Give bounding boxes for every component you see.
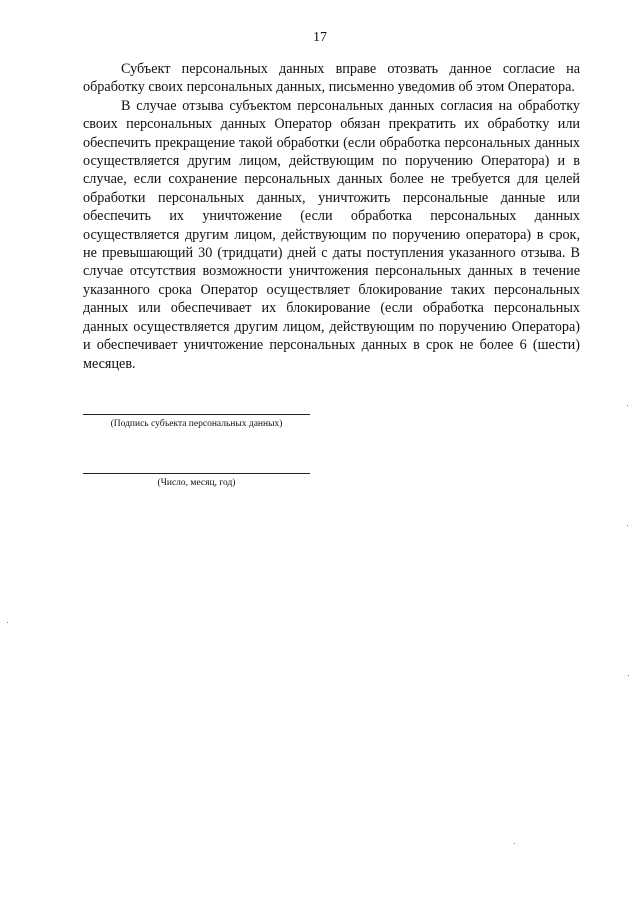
page-number: 17 bbox=[313, 30, 327, 45]
scan-speck bbox=[628, 675, 629, 676]
paragraph-operator-obligations: В случае отзыва субъектом персональных данных согласия на обработку своих персональных данных Оператор обязан прекратить их обработку или обеспечить прекращение такой обработки (если обработка персональных данных осуществляется другим лицом, действующим по поручению Оператора) и в случае, если сохранение персональных данных более не требуется для целей обработки персональных данных, уничтожить персональные данные или обеспечить их уничтожение (если обработка персональных данных осуществляется другим лицом, действующим по поручению оператора) в срок, не превышающий 30 (тридцати) дней с даты поступления указанного отзыва. В случае отсутствия возможности уничтожения персональных данных в течение указанного срока Оператор осуществляет блокирование таких персональных данных или обеспечивает их блокирование (если обработка персональных данных осуществляется другим лицом, действующим по поручению Оператора) и обеспечивает уничтожение персональных данных в срок не более 6 (шести) месяцев. bbox=[83, 97, 580, 372]
signature-line bbox=[83, 414, 310, 415]
scan-speck bbox=[627, 405, 628, 406]
paragraph-withdrawal-right: Субъект персональных данных вправе отозвать данное согласие на обработку своих персональных данных, письменно уведомив об этом Оператора. bbox=[83, 61, 580, 96]
body-text bbox=[83, 60, 580, 373]
date-line bbox=[83, 473, 310, 474]
date-caption: (Число, месяц, год) bbox=[157, 478, 236, 488]
scan-speck bbox=[627, 525, 628, 526]
date-block bbox=[83, 473, 310, 489]
scan-speck bbox=[7, 622, 8, 623]
signature-caption: (Подпись субъекта персональных данных) bbox=[110, 419, 283, 429]
signature-block bbox=[83, 414, 310, 430]
scan-speck bbox=[514, 843, 515, 844]
